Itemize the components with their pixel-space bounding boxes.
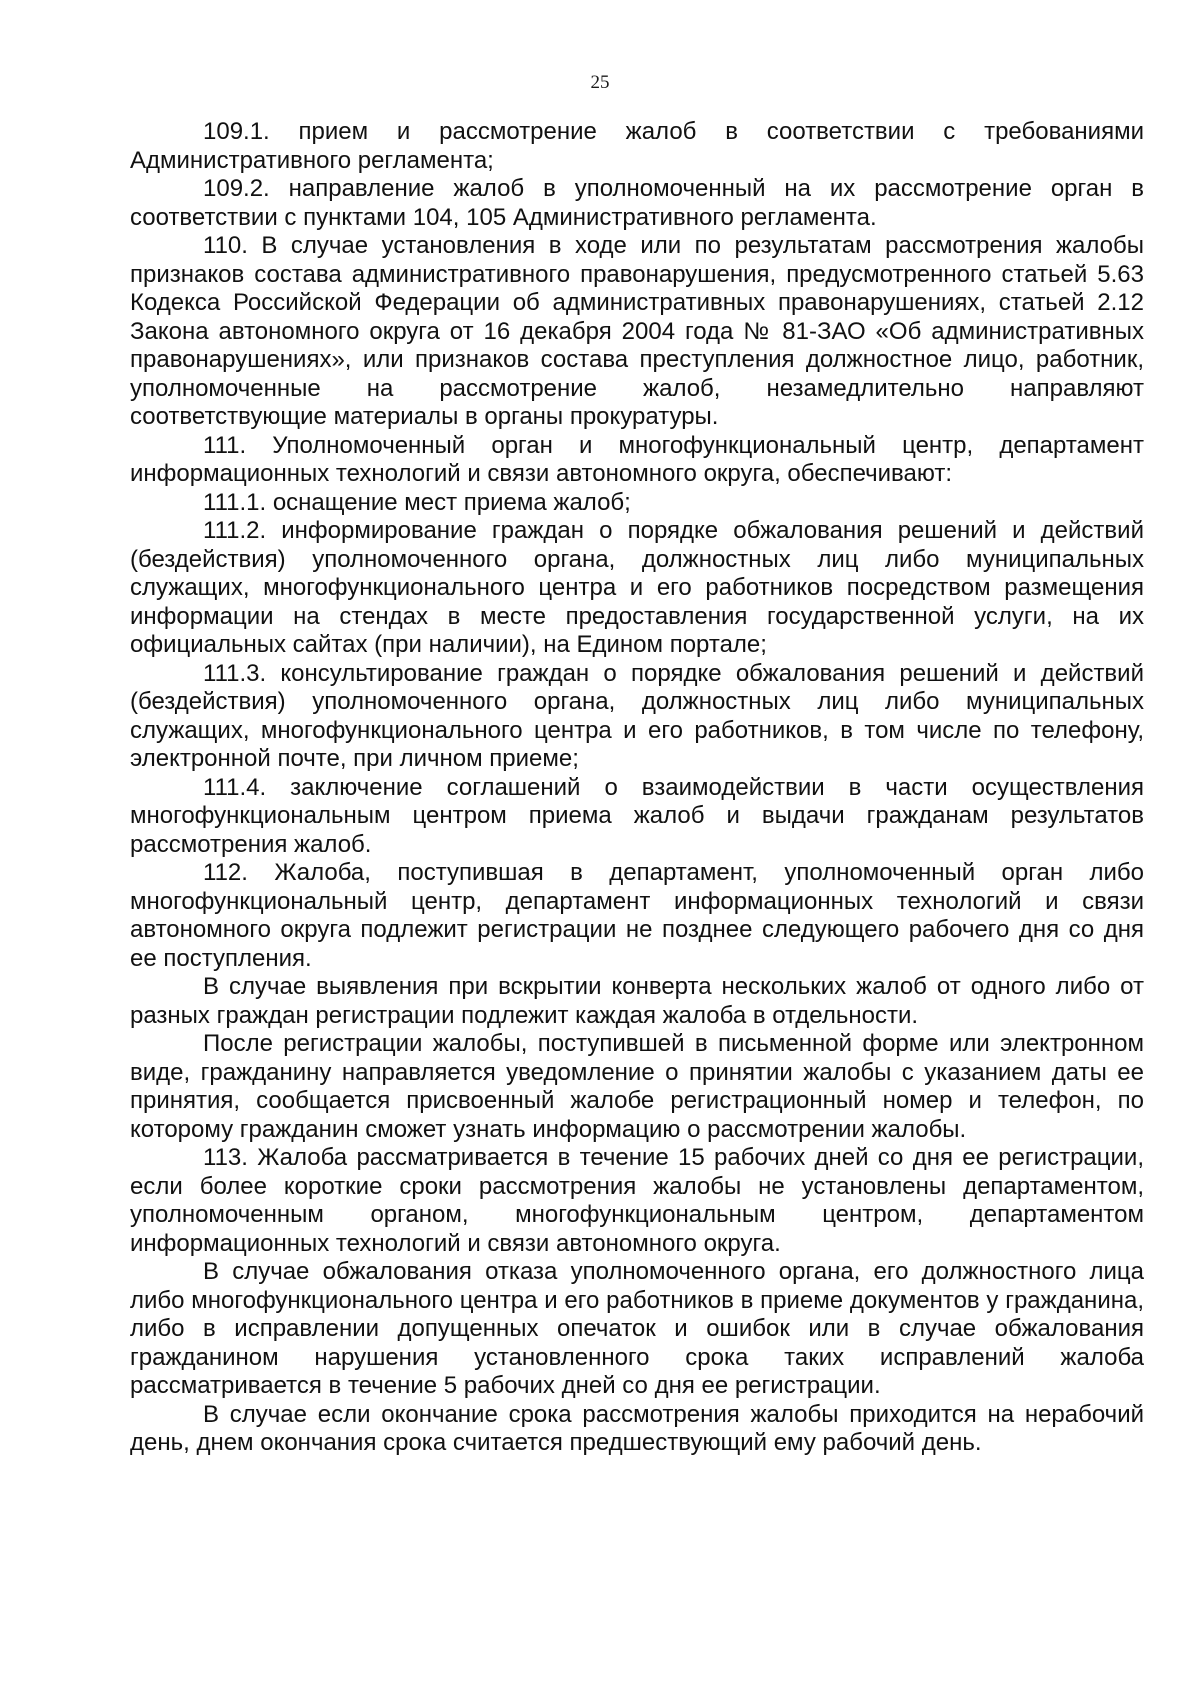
paragraph-111-4: 111.4. заключение соглашений о взаимодействии в части осуществления многофункциональным центром приема жалоб и выдачи гражданам результатов рассмотрения жалоб. [130, 773, 1144, 858]
paragraph-111-3: 111.3. консультирование граждан о порядке обжалования решений и действий (бездействия) уполномоченного органа, должностных лиц либо муниципальных служащих, многофункционального центра и его работников, в том числе по телефону, электронной почте, при личном приеме; [130, 659, 1144, 772]
document-body [130, 118, 1144, 1458]
paragraph-111-1: 111.1. оснащение мест приема жалоб; [203, 488, 631, 516]
paragraph-113: 113. Жалоба рассматривается в течение 15 рабочих дней со дня ее регистрации, если более короткие сроки рассмотрения жалобы не установлены департаментом, уполномоченным органом, многофункциональным центром, департаментом информационных технологий и связи автономного округа. [130, 1144, 1144, 1257]
paragraph-109-2: 109.2. направление жалоб в уполномоченный на их рассмотрение орган в соответствии с пунктами 104, 105 Административного регламента. [130, 175, 1144, 231]
paragraph-111: 111. Уполномоченный орган и многофункциональный центр, департамент информационных технологий и связи автономного округа, обеспечивают: [130, 431, 1144, 487]
paragraph-110: 110. В случае установления в ходе или по результатам рассмотрения жалобы признаков состава административного правонарушения, предусмотренного статьей 5.63 Кодекса Российской Федерации об административных правонарушениях, статьей 2.12 Закона автономного округа от 16 декабря 2004 года № 81-ЗАО «Об административных правонарушениях», или признаков состава преступления должностное лицо, работник, уполномоченные на рассмотрение жалоб, незамедлительно направляют соответствующие материалы в органы прокуратуры. [130, 232, 1144, 430]
page-number: 25 [590, 72, 610, 93]
paragraph-113-holiday: В случае если окончание срока рассмотрения жалобы приходится на нерабочий день, днем окончания срока считается предшествующий ему рабочий день. [130, 1400, 1144, 1456]
paragraph-112-envelope: В случае выявления при вскрытии конверта нескольких жалоб от одного либо от разных граждан регистрации подлежит каждая жалоба в отдельности. [130, 973, 1144, 1029]
paragraph-109-1: 109.1. прием и рассмотрение жалоб в соответствии с требованиями Административного регламента; [130, 118, 1144, 174]
paragraph-112: 112. Жалоба, поступившая в департамент, уполномоченный орган либо многофункциональный центр, департамент информационных технологий и связи автономного округа подлежит регистрации не позднее следующего рабочего дня со дня ее поступления. [130, 859, 1144, 972]
paragraph-113-refusal: В случае обжалования отказа уполномоченного органа, его должностного лица либо многофункционального центра и его работников в приеме документов у гражданина, либо в исправлении допущенных опечаток и ошибок или в случае обжалования гражданином нарушения установленного срока таких исправлений жалоба рассматривается в течение 5 рабочих дней со дня ее регистрации. [130, 1258, 1144, 1399]
paragraph-111-2: 111.2. информирование граждан о порядке обжалования решений и действий (бездействия) уполномоченного органа, должностных лиц либо муниципальных служащих, многофункционального центра и его работников посредством размещения информации на стендах в месте предоставления государственной услуги, на их официальных сайтах (при наличии), на Едином портале; [130, 517, 1144, 658]
paragraph-112-registration: После регистрации жалобы, поступившей в письменной форме или электронном виде, гражданину направляется уведомление о принятии жалобы с указанием даты ее принятия, сообщается присвоенный жалобе регистрационный номер и телефон, по которому гражданин сможет узнать информацию о рассмотрении жалобы. [130, 1030, 1144, 1143]
